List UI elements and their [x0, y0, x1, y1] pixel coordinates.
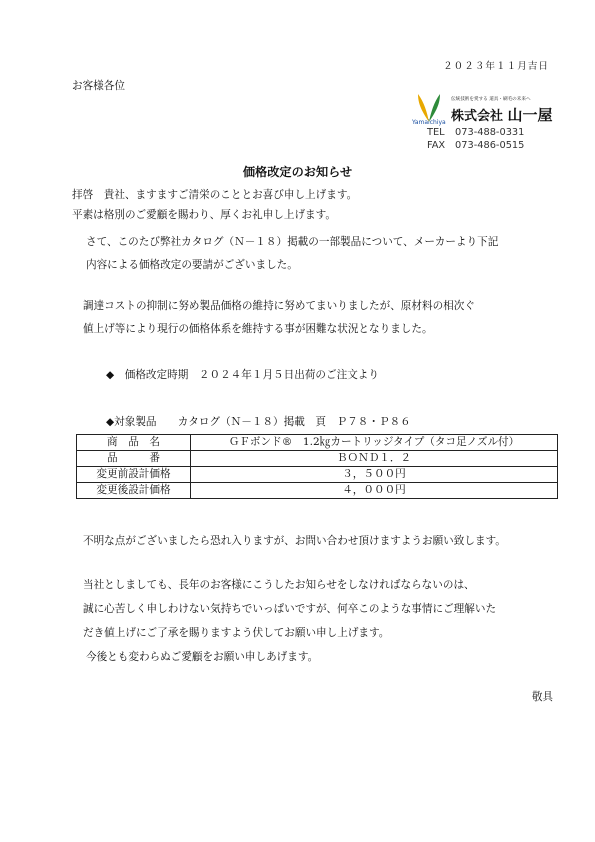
table-value: ＧＦボンド® 1.2㎏カートリッジタイプ（タコ足ノズル付） — [191, 435, 558, 451]
company-name-prefix: 株式会社 — [451, 109, 504, 124]
tel-label: TEL — [427, 127, 445, 138]
table-label: 変更後設計価格 — [77, 483, 191, 499]
table-label: 商 品 名 — [77, 435, 191, 451]
table-value: ＢＯＮＤ１．２ — [191, 451, 558, 467]
company-tagline: 伝統技術を愛する 道具・刷毛の未来へ — [451, 97, 531, 102]
table-row — [77, 435, 558, 451]
company-name-main: 山一屋 — [507, 106, 553, 124]
closing-line: だき値上げにご了承を賜りますよう伏してお願い申し上げます。 — [83, 627, 390, 639]
company-name — [451, 104, 553, 125]
document-title: 価格改定のお知らせ — [242, 165, 353, 179]
greeting-line: 平素は格別のご愛顧を賜わり、厚くお礼申し上げます。 — [72, 209, 336, 221]
fax-label: FAX — [427, 140, 446, 151]
table-row — [77, 483, 558, 499]
table-label: 変更前設計価格 — [77, 467, 191, 483]
target-products: ◆対象製品 カタログ（Ｎ－１８）掲載 頁 Ｐ７８・Ｐ８６ — [106, 416, 411, 428]
closing-line: 今後とも変わらぬご愛顧をお願い申しあげます。 — [86, 651, 319, 663]
table-label: 品 番 — [77, 451, 191, 467]
fax-number: 073-486-0515 — [455, 140, 525, 151]
reason-line: 値上げ等により現行の価格体系を維持する事が困難な状況となりました。 — [83, 323, 433, 335]
table-row — [77, 451, 558, 467]
table-value: ４，０００円 — [191, 483, 558, 499]
intro-line: 内容による価格改定の要請がございました。 — [86, 259, 298, 271]
closing-line: 誠に心苦しく申しわけない気持ちでいっぱいですが、何卒このような事情にご理解いた — [83, 603, 497, 615]
document-date: ２０２３年１１月吉日 — [443, 61, 549, 72]
tel-number: 073-488-0331 — [455, 127, 525, 138]
greeting-line: 拝啓 貴社、ますますご清栄のこととお喜び申し上げます。 — [72, 189, 358, 201]
company-fax — [427, 140, 524, 151]
price-table — [76, 434, 558, 499]
recipient: お客様各位 — [72, 80, 125, 92]
table-row — [77, 467, 558, 483]
intro-line: さて、このたび弊社カタログ（Ｎ－１８）掲載の一部製品について、メーカーより下記 — [86, 236, 499, 248]
brand-roman-name: Yamaichiya — [412, 119, 446, 126]
reason-line: 調達コストの抑制に努め製品価格の維持に努めてまいりましたが、原材料の相次ぐ — [83, 300, 475, 312]
effective-date: ◆ 価格改定時期 ２０２４年１月５日出荷のご注文より — [106, 369, 379, 381]
company-tel — [427, 127, 524, 138]
signoff: 敬具 — [531, 691, 553, 703]
inquiry-text: 不明な点がございましたら恐れ入りますが、お問い合わせ頂けますようお願い致します。 — [83, 535, 506, 547]
closing-line: 当社としましても、長年のお客様にこうしたお知らせをしなければならないのは、 — [83, 579, 475, 591]
table-value: ３，５００円 — [191, 467, 558, 483]
